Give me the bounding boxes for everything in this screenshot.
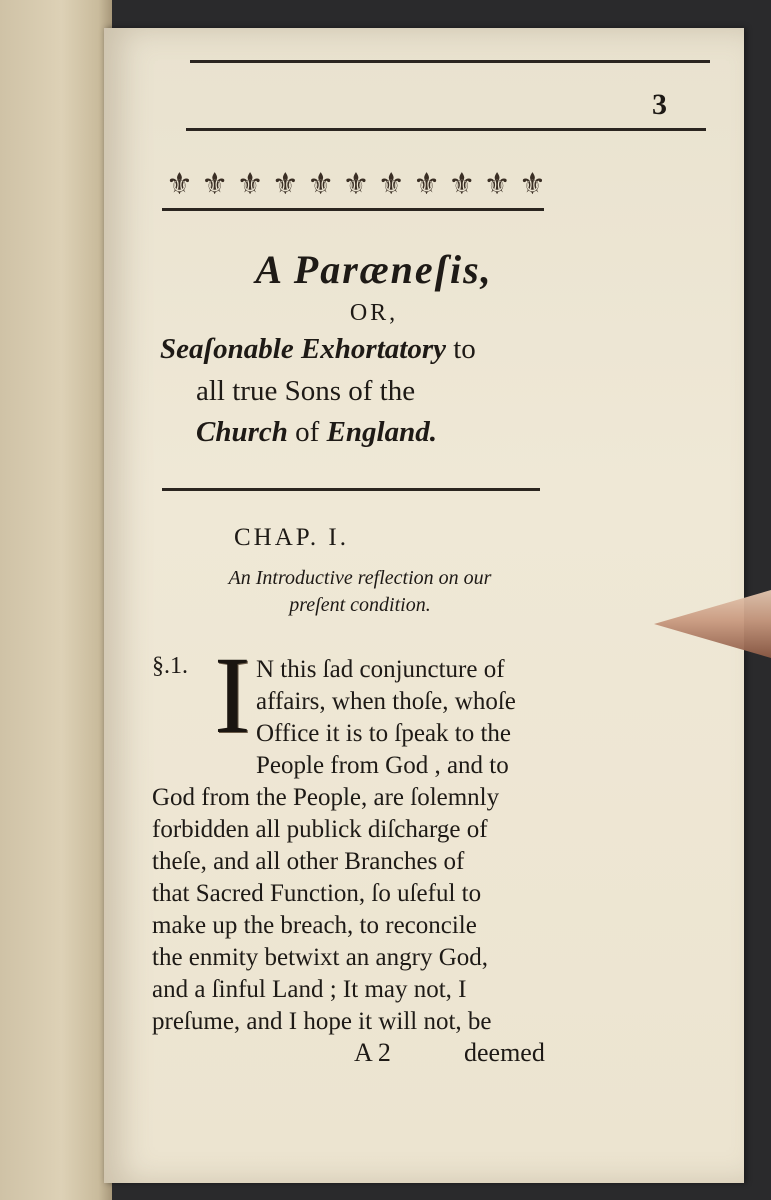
header-rule-bottom [186, 128, 706, 131]
fleur-de-lis-icon: ⚜ [377, 166, 405, 202]
chapter-heading: CHAP. I. [234, 524, 349, 551]
title-line-1-roman: to [446, 333, 476, 365]
page-number: 3 [652, 88, 667, 121]
body-line-2: affairs, when thoſe, whoſe [256, 688, 516, 715]
facing-page-edge [0, 0, 112, 1200]
body-line-3: Office it is to ſpeak to the [256, 720, 512, 747]
body-line-6: forbidden all publick diſcharge of [152, 816, 488, 843]
fleur-de-lis-ornament-band [166, 160, 546, 208]
book-page [104, 28, 744, 1183]
title-line-3-italic-b: England. [326, 416, 437, 448]
catchword: deemed [464, 1038, 545, 1067]
title-line-1 [160, 333, 476, 366]
header-rule-top [190, 60, 710, 63]
fleur-de-lis-icon: ⚜ [342, 166, 370, 202]
title-rule [162, 488, 540, 491]
title-or: OR, [349, 300, 399, 326]
title-main: A Paræneſis, [255, 247, 493, 292]
body-line-10: the enmity betwixt an angry God, [152, 944, 489, 971]
fleur-de-lis-icon: ⚜ [448, 166, 476, 202]
fleur-de-lis-icon: ⚜ [307, 166, 335, 202]
body-line-1: N this ſad conjuncture of [256, 656, 505, 683]
fleur-de-lis-icon: ⚜ [483, 166, 511, 202]
fleur-de-lis-icon: ⚜ [166, 166, 193, 202]
chapter-description-line-1: An Introductive reflection on our [228, 567, 492, 589]
title-line-1-italic: Seaſonable Exhortatory [160, 333, 446, 365]
fleur-de-lis-icon: ⚜ [413, 166, 440, 202]
title-line-3 [196, 416, 437, 449]
signature-mark: A 2 [354, 1038, 391, 1067]
body-line-9: make up the breach, to reconcile [152, 912, 477, 939]
ornament-rule [162, 208, 544, 211]
body-line-5: God from the People, are ſolemnly [152, 784, 500, 811]
body-line-4: People from God , and to [256, 752, 509, 779]
chapter-description-line-2: preſent condition. [289, 594, 431, 616]
fleur-de-lis-icon: ⚜ [271, 166, 299, 202]
body-line-8: that Sacred Function, ſo uſeful to [152, 880, 482, 907]
fleur-de-lis-icon: ⚜ [236, 166, 264, 202]
fleur-de-lis-icon: ⚜ [518, 166, 546, 202]
paragraph-marker: §.1. [152, 653, 188, 679]
body-line-7: theſe, and all other Branches of [152, 848, 465, 875]
body-line-11: and a ſinful Land ; It may not, I [152, 976, 467, 1003]
title-line-3-roman: of [287, 416, 327, 448]
title-line-3-italic-a: Church [196, 416, 288, 448]
drop-cap: I [214, 634, 251, 756]
fleur-de-lis-icon: ⚜ [201, 166, 229, 202]
body-line-12: preſume, and I hope it will not, be [152, 1008, 492, 1035]
title-line-2: all true Sons of the [196, 375, 416, 407]
